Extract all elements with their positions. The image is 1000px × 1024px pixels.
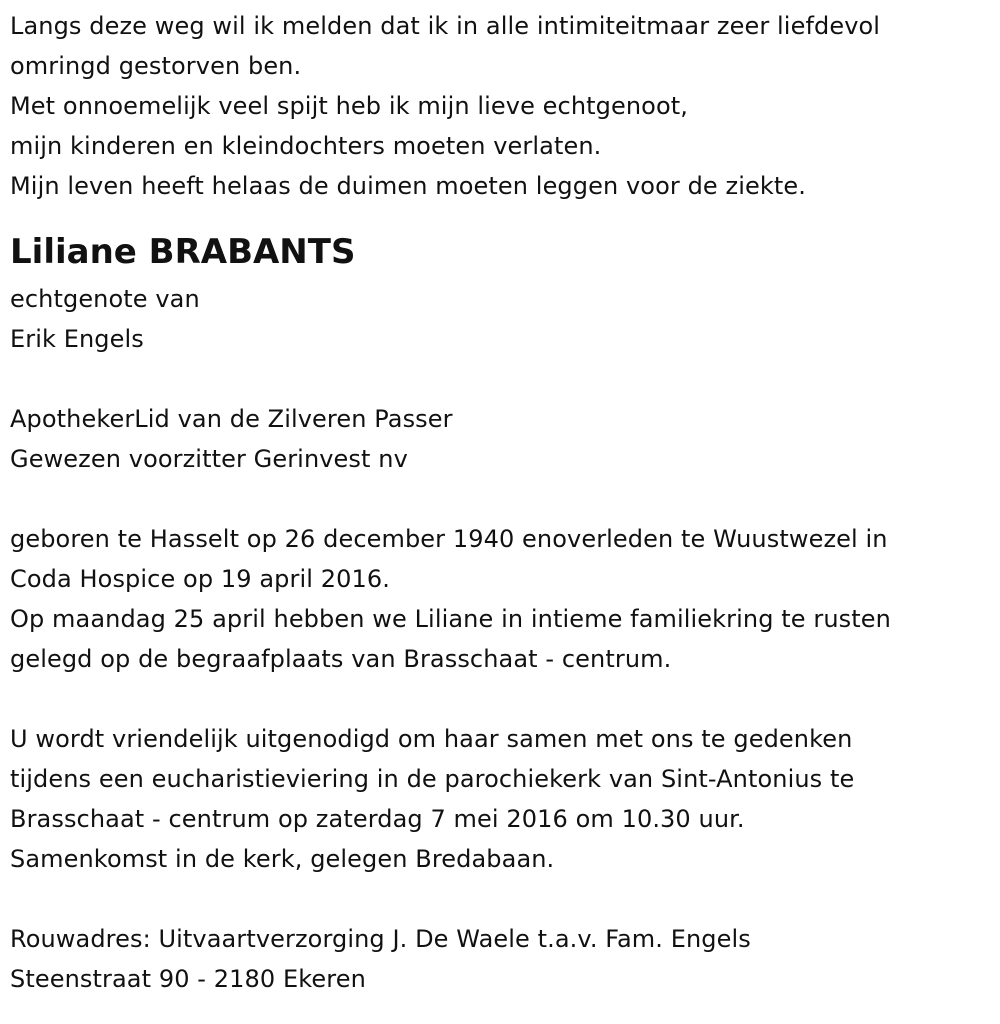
title-line: ApothekerLid van de Zilveren Passer (10, 405, 453, 433)
obituary-notice (10, 0, 995, 999)
title-line: Gewezen voorzitter Gerinvest nv (10, 445, 408, 473)
address-block (10, 919, 995, 999)
intro-line: omringd gestorven ben. (10, 52, 302, 80)
relation-text: echtgenote van (10, 285, 200, 313)
spouse-name: Erik Engels (10, 325, 144, 353)
spacer (10, 679, 995, 719)
birth-death-paragraph (10, 519, 995, 679)
spacer (10, 879, 995, 919)
birth-death-line: Coda Hospice op 19 april 2016. (10, 565, 390, 593)
spacer (10, 479, 995, 519)
intro-line: Met onnoemelijk veel spijt heb ik mijn lieve echtgenoot, (10, 92, 688, 120)
birth-death-line: geboren te Hasselt op 26 december 1940 enoverleden te Wuustwezel in (10, 525, 888, 553)
intro-line: mijn kinderen en kleindochters moeten verlaten. (10, 132, 602, 160)
intro-line: Langs deze weg wil ik melden dat ik in alle intimiteitmaar zeer liefdevol (10, 12, 881, 40)
intro-line: Mijn leven heeft helaas de duimen moeten leggen voor de ziekte. (10, 172, 806, 200)
service-line: Brasschaat - centrum op zaterdag 7 mei 2016 om 10.30 uur. (10, 805, 745, 833)
titles-block (10, 399, 995, 479)
deceased-name: Liliane BRABANTS (10, 232, 356, 272)
address-line: Rouwadres: Uitvaartverzorging J. De Waele t.a.v. Fam. Engels (10, 925, 751, 953)
service-line: Samenkomst in de kerk, gelegen Bredabaan. (10, 845, 555, 873)
service-line: tijdens een eucharistieviering in de parochiekerk van Sint-Antonius te (10, 765, 855, 793)
intro-paragraph (10, 6, 995, 206)
birth-death-line: Op maandag 25 april hebben we Liliane in intieme familiekring te rusten (10, 605, 891, 633)
spacer (10, 359, 995, 399)
service-line: U wordt vriendelijk uitgenodigd om haar samen met ons te gedenken (10, 725, 853, 753)
service-paragraph (10, 719, 995, 879)
address-line: Steenstraat 90 - 2180 Ekeren (10, 965, 366, 993)
birth-death-line: gelegd op de begraafplaats van Brasschaat - centrum. (10, 645, 672, 673)
